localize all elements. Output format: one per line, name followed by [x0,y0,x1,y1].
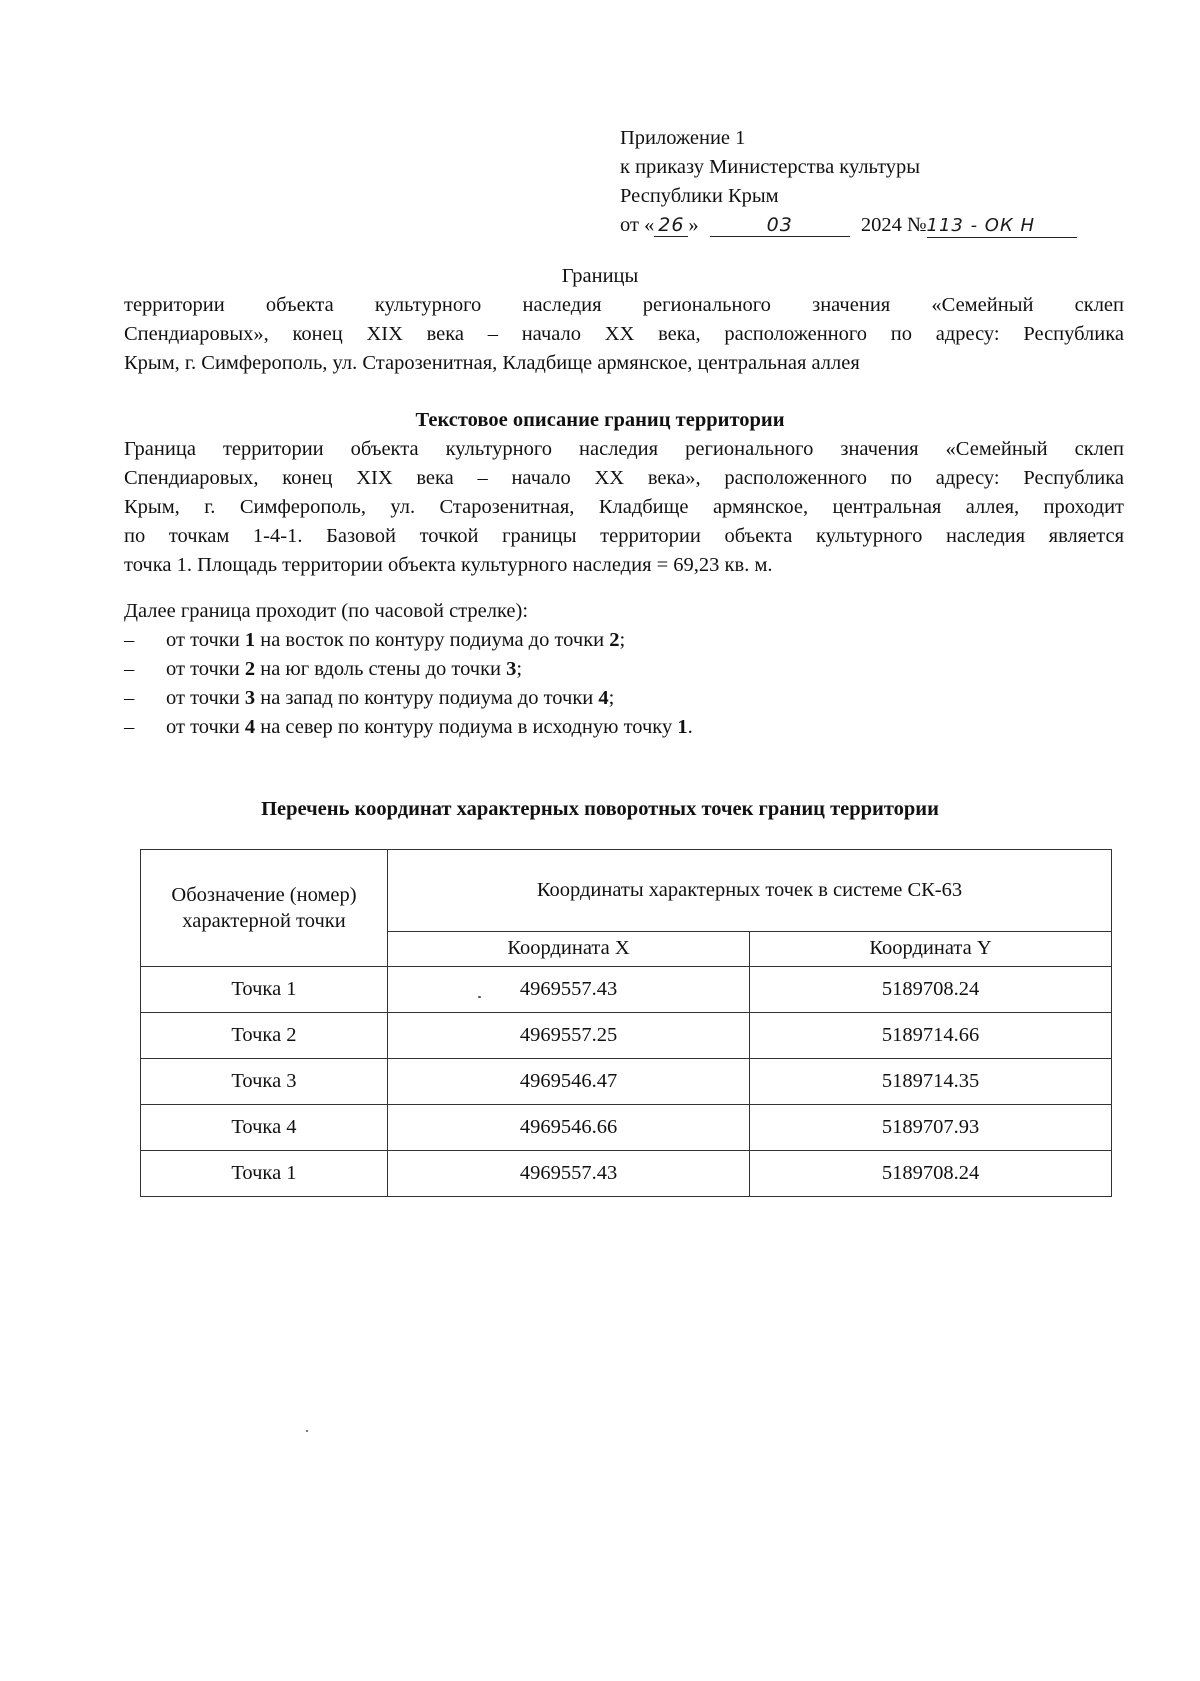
route-text: на юг вдоль стены до точки [255,658,507,680]
route-intro: Далее граница проходит (по часовой стрелке): [124,600,529,622]
route-item [124,684,1124,713]
header-designation [141,850,388,967]
point-cell: Точка 1 [141,1151,388,1197]
x-cell: 4969557.43 [388,1151,750,1197]
table-row [141,1105,1112,1151]
subtitle-line: Крым, г. Симферополь, ул. Старозенитная, Кладбище армянское, центральная аллея [124,352,860,374]
list-dash: – [124,629,135,651]
list-dash: – [124,716,135,738]
table-row [141,1013,1112,1059]
y-cell: 5189714.35 [750,1059,1112,1105]
point-number: 3 [244,687,256,709]
route-text: на запад по контуру подиума до точки [255,687,599,709]
description-line: точка 1. Площадь территории объекта культурного наследия = 69,23 кв. м. [124,554,773,576]
x-cell: 4969557.43 [388,967,750,1013]
y-cell: 5189708.24 [750,1151,1112,1197]
point-number: 2 [244,658,256,680]
date-mid: » [688,214,699,236]
y-cell: 5189708.24 [750,967,1112,1013]
handwritten-day: 26 [654,214,688,237]
subtitle-line: территории объекта культурного наследия регионального значения «Семейный склеп [124,294,1124,316]
point-number: 2 [609,629,620,651]
document-title: Границы [561,265,639,287]
annex-header [620,124,1140,240]
list-dash: – [124,658,135,680]
point-cell: Точка 3 [141,1059,388,1105]
point-cell: Точка 2 [141,1013,388,1059]
description-line: по точкам 1-4-1. Базовой точкой границы территории объекта культурного наследия является [124,525,1124,547]
coordinates-table [140,849,1112,1197]
table-header-row [141,850,1112,932]
annex-date-line [620,211,1140,240]
route-text: от точки [166,716,245,738]
route-text: на север по контуру подиума в исходную точку [255,716,678,738]
header-x: Координата X [388,931,750,966]
table-row [141,967,1112,1013]
point-number: 3 [506,658,517,680]
x-cell: 4969546.47 [388,1059,750,1105]
subtitle-line: Спендиаровых», конец XIX века – начало XX века, расположенного по адресу: Республика [124,323,1124,345]
table-row [141,1151,1112,1197]
route-punct: ; [608,687,615,709]
header-designation-line: Обозначение (номер) [171,884,357,906]
header-coordinate-system: Координаты характерных точек в системе СК-63 [388,850,1112,932]
description-line: Спендиаровых, конец XIX века – начало XX века», расположенного по адресу: Республика [124,467,1124,489]
date-year: 2024 № [860,214,927,236]
scan-speck [478,996,481,998]
point-number: 1 [677,716,688,738]
point-number: 4 [598,687,609,709]
description-line: Крым, г. Симферополь, ул. Старозенитная, Кладбище армянское, центральная аллея, проходит [124,496,1124,518]
annex-republic-line: Республики Крым [620,185,779,207]
scan-speck [306,1430,308,1432]
route-text: от точки [166,629,245,651]
route-text: на восток по контуру подиума до точки [255,629,610,651]
route-text: от точки [166,658,245,680]
text-description-heading: Текстовое описание границ территории [415,409,785,431]
y-cell: 5189707.93 [750,1105,1112,1151]
handwritten-month: 03 [710,214,850,237]
annex-title: Приложение 1 [620,127,746,149]
text-description-body [124,435,1124,580]
route-item [124,626,1124,655]
point-number: 4 [244,716,256,738]
route-text: от точки [166,687,245,709]
point-cell: Точка 4 [141,1105,388,1151]
description-line: Граница территории объекта культурного наследия регионального значения «Семейный склеп [124,438,1124,460]
annex-order-line: к приказу Министерства культуры [620,156,921,178]
header-designation-line: характерной точки [182,910,346,932]
date-prefix: от « [620,214,655,236]
point-cell: Точка 1 [141,967,388,1013]
object-subtitle [124,291,1124,378]
y-cell: 5189714.66 [750,1013,1112,1059]
handwritten-order-number: 113 - ОК Н [927,215,1077,238]
coordinates-heading: Перечень координат характерных поворотных точек границ территории [261,798,939,820]
route-item [124,655,1124,684]
list-dash: – [124,687,135,709]
route-item [124,713,1124,742]
route-list [124,626,1124,742]
route-punct: ; [516,658,523,680]
point-number: 1 [244,629,256,651]
x-cell: 4969546.66 [388,1105,750,1151]
table-row [141,1059,1112,1105]
x-cell: 4969557.25 [388,1013,750,1059]
route-punct: ; [619,629,626,651]
route-punct: . [687,716,693,738]
header-y: Координата Y [750,931,1112,966]
